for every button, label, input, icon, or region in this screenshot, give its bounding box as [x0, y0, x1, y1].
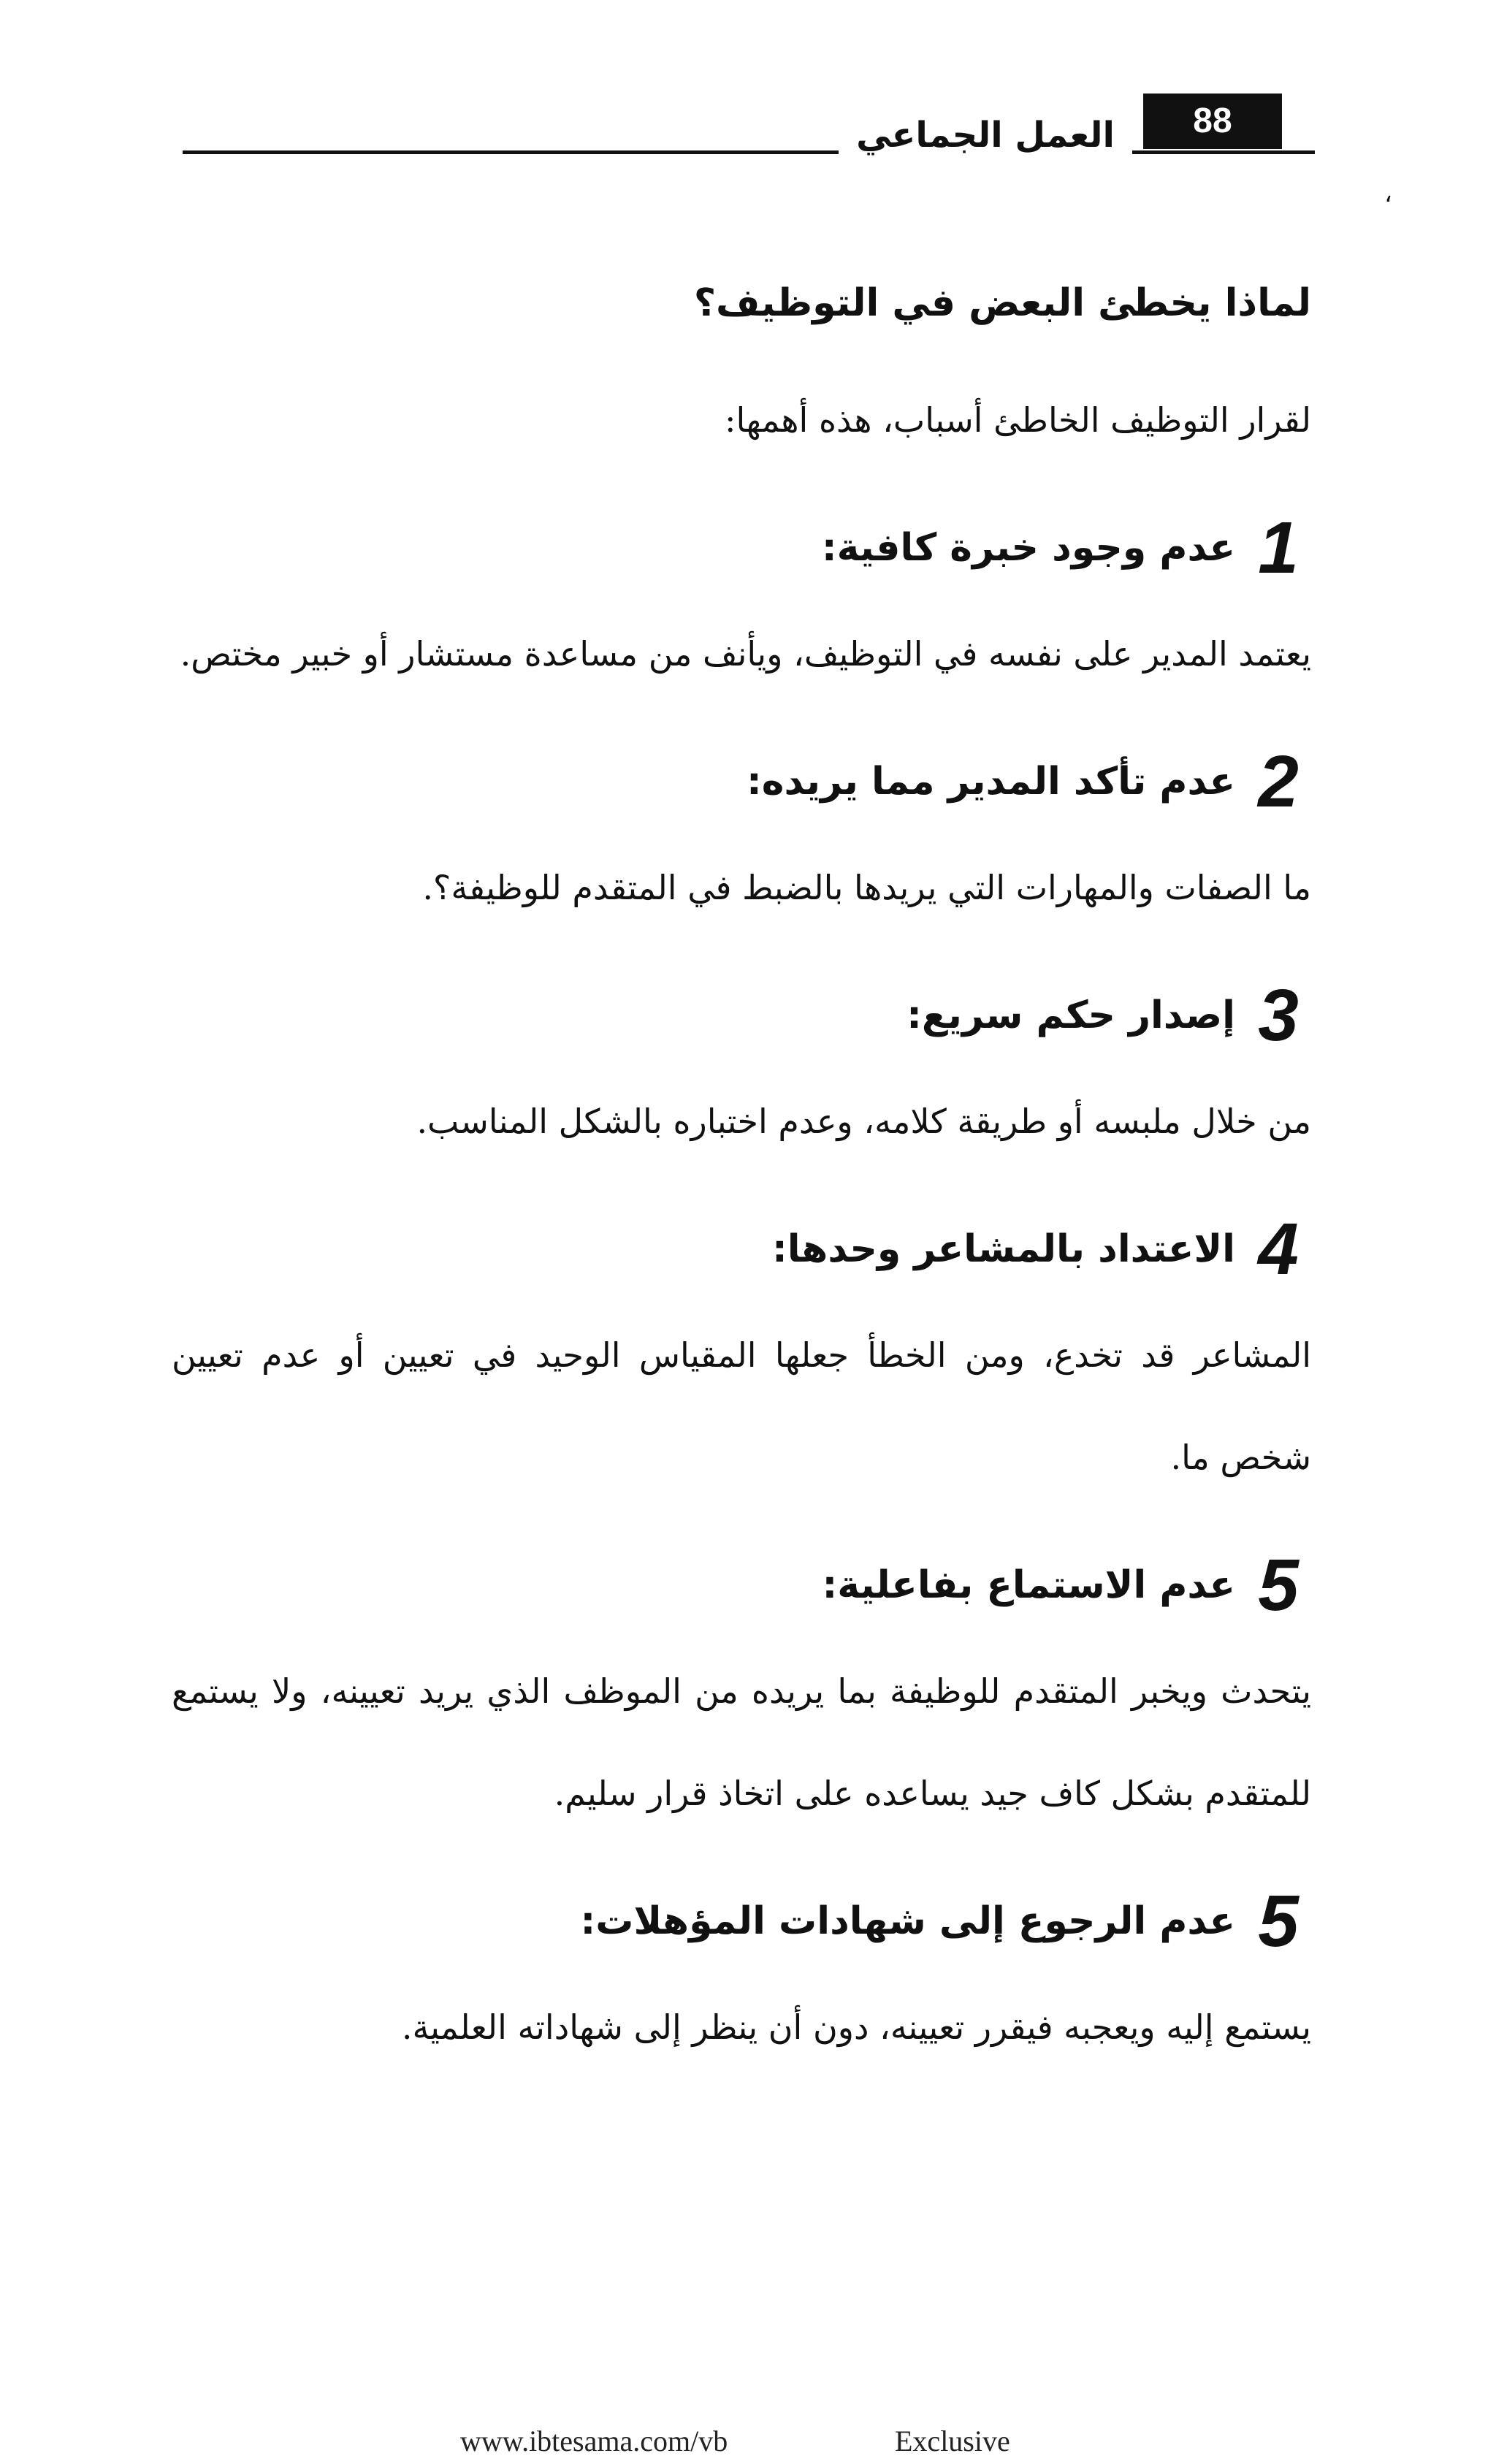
footer-url: www.ibtesama.com/vb — [460, 2425, 728, 2457]
item-text: المشاعر قد تخدع، ومن الخطأ جعلها المقياس الوحيد في تعيين أو عدم تعيين شخص ما. — [172, 1335, 1311, 1477]
item-number: 3 — [1258, 974, 1299, 1056]
list-item — [172, 975, 1311, 1172]
page-content — [172, 267, 1311, 2078]
list-item — [172, 508, 1311, 705]
item-heading — [172, 741, 1311, 822]
chapter-title: العمل الجماعي — [839, 110, 1132, 161]
item-heading — [172, 1209, 1311, 1289]
item-title: الاعتداد بالمشاعر وحدها: — [771, 1227, 1235, 1271]
section-title: لماذا يخطئ البعض في التوظيف؟ — [693, 281, 1311, 325]
item-heading — [172, 975, 1311, 1056]
stray-mark: ، — [1384, 179, 1392, 208]
section-intro: لقرار التوظيف الخاطئ أسباب، هذه أهمها: — [724, 400, 1311, 440]
item-title: عدم الاستماع بفاعلية: — [822, 1563, 1235, 1607]
item-title: إصدار حكم سريع: — [907, 993, 1235, 1037]
item-number: 4 — [1258, 1208, 1299, 1290]
item-title: عدم الرجوع إلى شهادات المؤهلات: — [580, 1899, 1235, 1943]
item-number: 5 — [1258, 1544, 1299, 1626]
item-number: 2 — [1258, 741, 1299, 823]
item-title: عدم تأكد المدير مما يريده: — [746, 760, 1235, 804]
list-item — [172, 1881, 1311, 2078]
list-item — [172, 741, 1311, 939]
item-title: عدم وجود خبرة كافية: — [821, 526, 1235, 570]
item-heading — [172, 508, 1311, 588]
item-heading — [172, 1881, 1311, 1961]
header-rule — [183, 150, 1315, 154]
item-text: من خلال ملبسه أو طريقة كلامه، وعدم اختباره بالشكل المناسب. — [416, 1102, 1311, 1141]
footer-tag: Exclusive — [895, 2425, 1010, 2457]
item-text: ما الصفات والمهارات التي يريدها بالضبط في المتقدم للوظيفة؟. — [422, 868, 1311, 907]
page-number: 88 — [1143, 94, 1282, 149]
item-text: يستمع إليه ويعجبه فيقرر تعيينه، دون أن ينظر إلى شهاداته العلمية. — [401, 2007, 1311, 2047]
list-item — [172, 1209, 1311, 1508]
list-item — [172, 1545, 1311, 1845]
item-text: يعتمد المدير على نفسه في التوظيف، ويأنف من مساعدة مستشار أو خبير مختص. — [180, 634, 1311, 674]
page-header — [183, 94, 1315, 159]
item-number: 1 — [1258, 507, 1299, 589]
page-footer — [0, 2424, 1496, 2464]
item-heading — [172, 1545, 1311, 1625]
item-number: 5 — [1258, 1880, 1299, 1962]
item-text: يتحدث ويخبر المتقدم للوظيفة بما يريده من الموظف الذي يريد تعيينه، ولا يستمع للمتقدم بشكل كاف جيد يساعده على اتخاذ قرار سليم. — [172, 1671, 1311, 1813]
